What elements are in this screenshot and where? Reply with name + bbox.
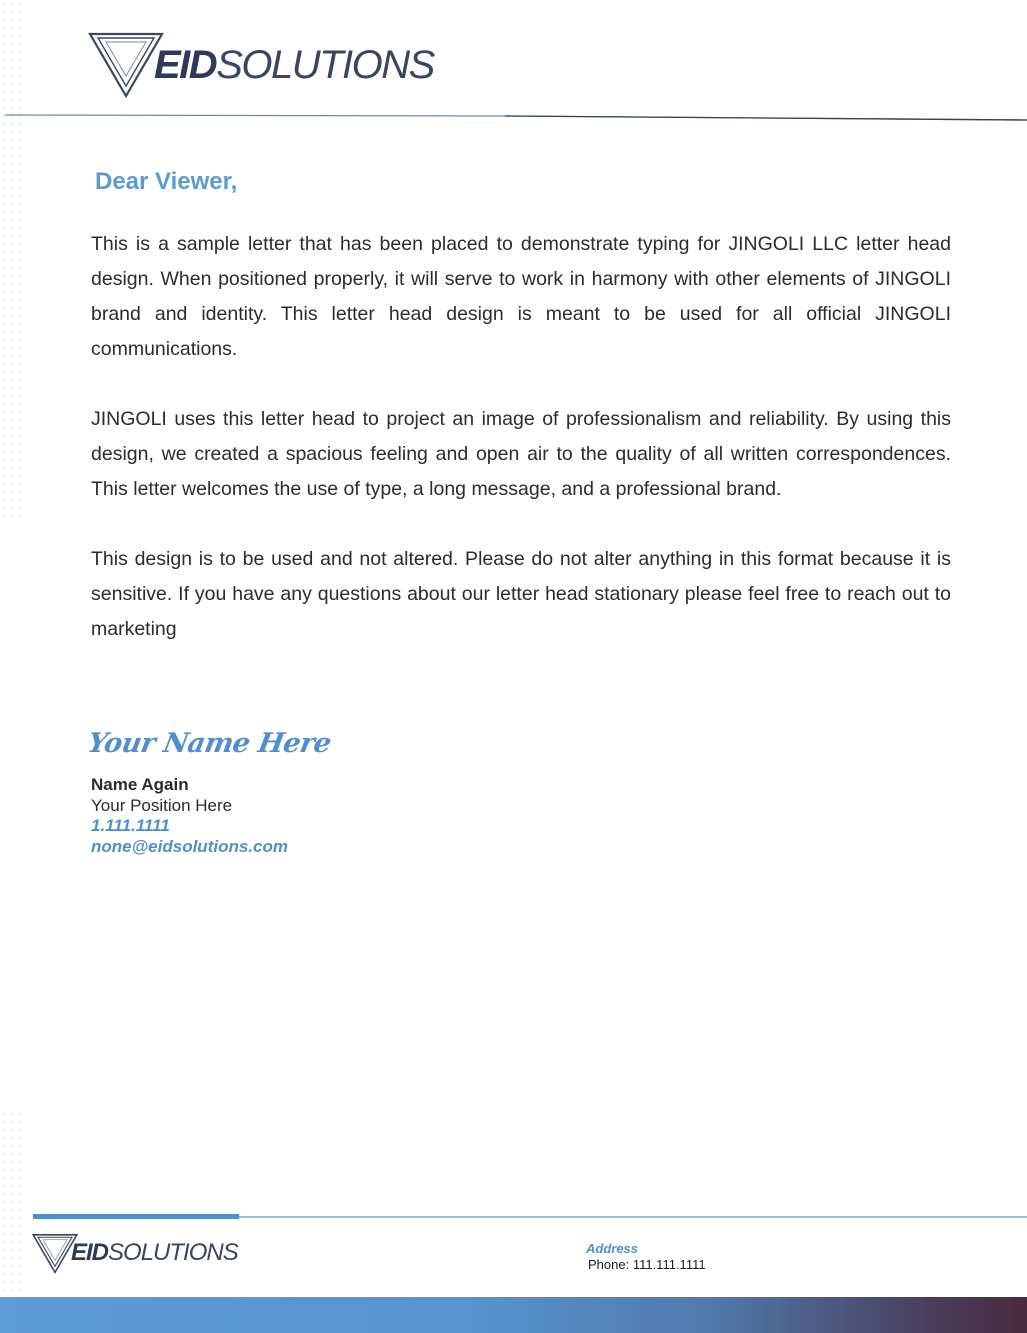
decorative-dot-pattern bbox=[0, 0, 26, 520]
logo-wordmark bbox=[71, 1239, 238, 1267]
letter-paragraph: This is a sample letter that has been placed to demonstrate typing for JINGOLI LLC letter head design. When positioned properly, it will serve to work in harmony with other elements of JINGOLI brand and identity. This letter head design is meant to be used for all official JINGOLI communications. bbox=[91, 233, 951, 360]
footer-divider bbox=[33, 1213, 1027, 1223]
decorative-dot-pattern bbox=[0, 1110, 26, 1300]
logo-wordmark-light: SOLUTIONS bbox=[216, 42, 434, 87]
signature-block bbox=[91, 775, 288, 857]
logo-wordmark-bold: EID bbox=[71, 1239, 109, 1266]
footer-phone: Phone: 111.111.1111 bbox=[588, 1257, 706, 1272]
signer-name: Name Again bbox=[91, 775, 189, 794]
letter-paragraph: JINGOLI uses this letter head to project an image of professionalism and reliability. By using this design, we created a spacious feeling and open air to the quality of all written correspondences. This letter welcomes the use of type, a long message, and a professional brand. bbox=[91, 408, 951, 500]
signature-script-name: Your Name Here bbox=[85, 728, 334, 759]
logo-wordmark bbox=[154, 43, 434, 88]
triangle-logo-icon bbox=[88, 30, 164, 98]
letter-paragraph: This design is to be used and not altered. Please do not alter anything in this format because it is sensitive. If you have any questions about our letter head stationary please feel free to reach out to marketing bbox=[91, 548, 951, 640]
footer-contact bbox=[586, 1241, 706, 1273]
signer-position: Your Position Here bbox=[91, 795, 233, 815]
footer-logo bbox=[32, 1232, 238, 1274]
header-divider bbox=[5, 113, 1027, 121]
footer-color-band bbox=[0, 1297, 1027, 1333]
letter-greeting: Dear Viewer, bbox=[95, 168, 238, 195]
logo-wordmark-bold: EID bbox=[154, 42, 217, 87]
logo-wordmark-light: SOLUTIONS bbox=[108, 1239, 238, 1266]
footer-address-label: Address bbox=[586, 1241, 639, 1256]
signer-phone[interactable]: 1.111.1111 bbox=[91, 816, 170, 835]
letter-body bbox=[91, 227, 951, 682]
signer-email[interactable]: none@eidsolutions.com bbox=[91, 836, 288, 856]
header-logo bbox=[88, 30, 434, 98]
